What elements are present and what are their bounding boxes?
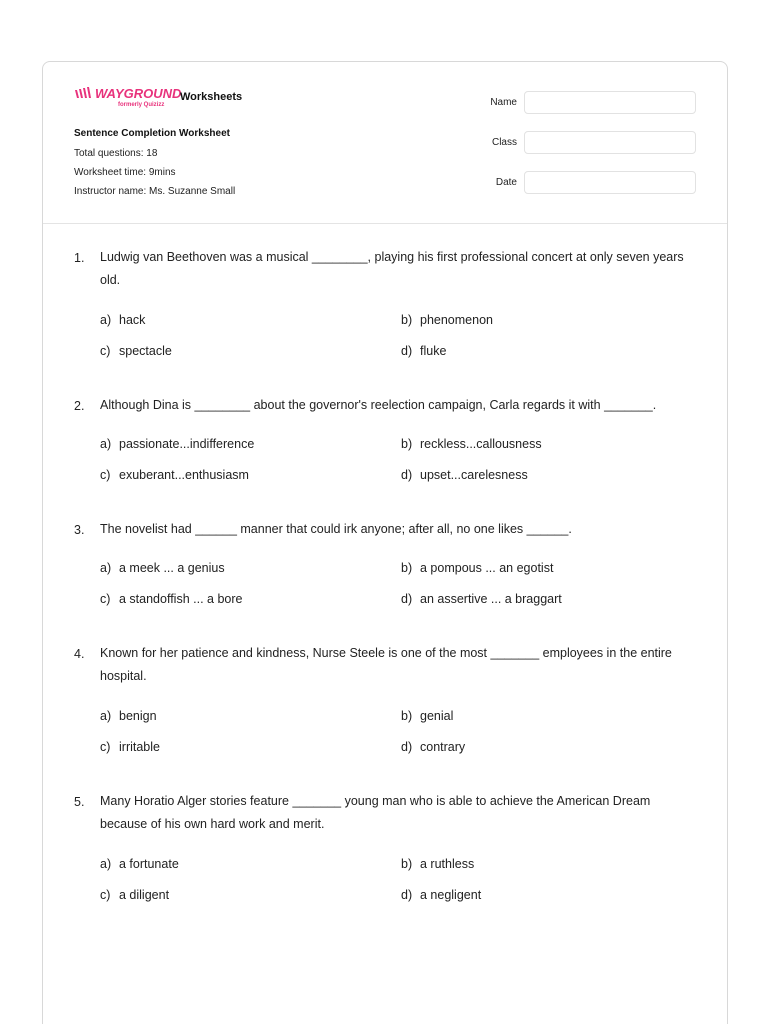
option-letter: a) (100, 709, 112, 723)
option-text: a fortunate (119, 857, 179, 871)
option-a[interactable] (100, 709, 157, 723)
option-letter: d) (401, 740, 413, 754)
worksheet-page (42, 61, 728, 1024)
class-field[interactable] (524, 131, 696, 154)
option-text: contrary (420, 740, 466, 754)
question-number: 4. (74, 647, 85, 661)
option-letter: c) (100, 468, 111, 482)
option-text: passionate...indifference (119, 437, 255, 451)
option-d[interactable] (401, 468, 528, 482)
option-letter: d) (401, 344, 413, 358)
question-number: 3. (74, 523, 85, 537)
option-text: fluke (420, 344, 447, 358)
option-c[interactable] (100, 344, 172, 358)
total-questions: Total questions: 18 (74, 148, 158, 159)
option-letter: b) (401, 857, 413, 871)
question-text: The novelist had ______ manner that could irk anyone; after all, no one likes ______. (100, 522, 572, 536)
question-text: Ludwig van Beethoven was a musical ________, playing his first professional concert at only seven years old. (100, 250, 684, 287)
option-letter: a) (100, 313, 112, 327)
option-text: a ruthless (420, 857, 475, 871)
option-letter: b) (401, 313, 413, 327)
option-a[interactable] (100, 313, 145, 327)
option-d[interactable] (401, 888, 481, 902)
option-letter: c) (100, 592, 111, 606)
name-label: Name (490, 97, 517, 108)
option-letter: b) (401, 561, 413, 575)
option-b[interactable] (401, 437, 542, 451)
wayground-logo (74, 86, 254, 112)
option-letter: c) (100, 740, 111, 754)
option-text: benign (119, 709, 157, 723)
option-text: exuberant...enthusiasm (119, 468, 249, 482)
question-number: 1. (74, 251, 85, 265)
option-a[interactable] (100, 437, 254, 451)
option-text: reckless...callousness (420, 437, 542, 451)
option-d[interactable] (401, 344, 446, 358)
option-letter: a) (100, 437, 112, 451)
option-b[interactable] (401, 857, 474, 871)
worksheet-title: Sentence Completion Worksheet (74, 128, 230, 139)
option-letter: a) (100, 857, 112, 871)
option-letter: c) (100, 888, 111, 902)
option-letter: b) (401, 437, 413, 451)
option-letter: d) (401, 592, 413, 606)
option-text: an assertive ... a braggart (420, 592, 562, 606)
option-text: a pompous ... an egotist (420, 561, 554, 575)
option-text: genial (420, 709, 454, 723)
option-text: a standoffish ... a bore (119, 592, 243, 606)
brand-subtitle: formerly Quizizz (118, 102, 165, 108)
option-c[interactable] (100, 592, 242, 606)
date-label: Date (495, 177, 517, 188)
wayground-logo-icon (74, 87, 92, 100)
product-name: Worksheets (180, 91, 243, 103)
worksheet-header (43, 62, 727, 224)
name-field[interactable] (524, 91, 696, 114)
option-letter: c) (100, 344, 111, 358)
option-a[interactable] (100, 857, 179, 871)
option-d[interactable] (401, 592, 562, 606)
option-text: irritable (119, 740, 160, 754)
option-text: spectacle (119, 344, 172, 358)
option-b[interactable] (401, 313, 493, 327)
option-text: phenomenon (420, 313, 493, 327)
question-text: Known for her patience and kindness, Nurse Steele is one of the most _______ employees in the entire hospital. (100, 646, 672, 683)
option-text: hack (119, 313, 146, 327)
option-c[interactable] (100, 888, 169, 902)
instructor-name: Instructor name: Ms. Suzanne Small (74, 186, 236, 197)
brand-name: WAYGROUND (95, 86, 182, 101)
option-d[interactable] (401, 740, 465, 754)
class-label: Class (491, 137, 517, 148)
option-letter: b) (401, 709, 413, 723)
date-field[interactable] (524, 171, 696, 194)
option-c[interactable] (100, 740, 160, 754)
question-text: Although Dina is ________ about the governor's reelection campaign, Carla regards it with _______. (100, 398, 657, 412)
option-c[interactable] (100, 468, 249, 482)
question-number: 2. (74, 399, 85, 413)
option-letter: d) (401, 468, 413, 482)
question-text: Many Horatio Alger stories feature _______ young man who is able to achieve the American Dream because of his own hard work and merit. (100, 794, 651, 831)
option-text: a negligent (420, 888, 482, 902)
option-letter: d) (401, 888, 413, 902)
option-text: a meek ... a genius (119, 561, 225, 575)
option-text: upset...carelesness (420, 468, 528, 482)
option-text: a diligent (119, 888, 170, 902)
option-letter: a) (100, 561, 112, 575)
option-b[interactable] (401, 709, 453, 723)
worksheet-time: Worksheet time: 9mins (74, 167, 176, 178)
option-a[interactable] (100, 561, 225, 575)
question-number: 5. (74, 795, 85, 809)
option-b[interactable] (401, 561, 553, 575)
